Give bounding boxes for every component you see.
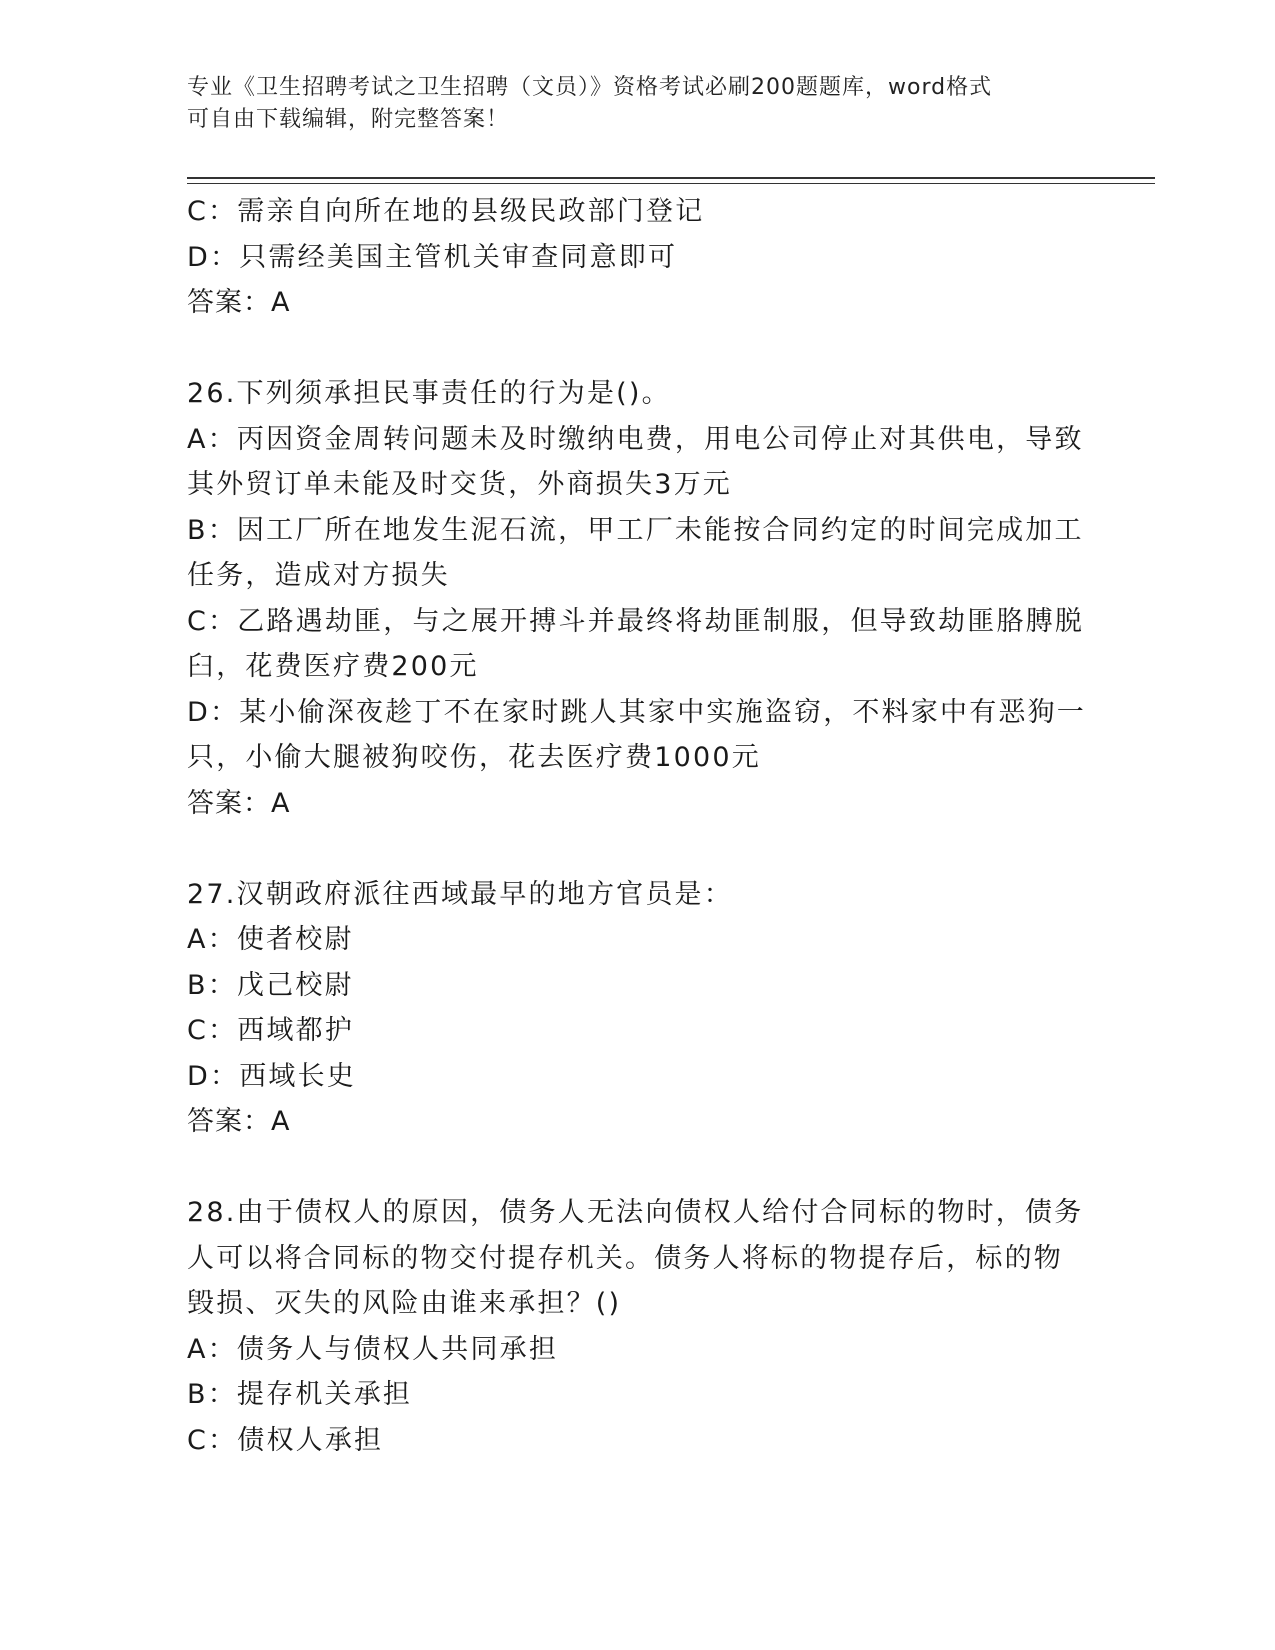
answer-label: 答案：A <box>187 1106 291 1137</box>
option-d-line-1: D：某小偷深夜趁丁不在家时跳人其家中实施盗窃，不料家中有恶狗一 <box>187 696 1086 728</box>
option-c: C：西域都护 <box>187 1015 355 1046</box>
option-b-line-1: B：因工厂所在地发生泥石流，甲工厂未能按合同约定的时间完成加工 <box>187 514 1084 546</box>
answer-label: 答案：A <box>187 787 291 819</box>
document-header <box>187 72 1087 136</box>
question-stem-line-2: 人可以将合同标的物交付提存机关。债务人将标的物提存后，标的物 <box>187 1242 1063 1274</box>
option-a-line-2: 其外贸订单未能及时交货，外商损失3万元 <box>187 469 732 500</box>
option-a: A：债务人与债权人共同承担 <box>187 1333 559 1365</box>
option-d: D：只需经美国主管机关审查同意即可 <box>187 241 678 273</box>
option-b: B：戊己校尉 <box>187 969 354 1001</box>
option-b: B：提存机关承担 <box>187 1379 413 1410</box>
option-b-line-2: 任务，造成对方损失 <box>187 560 450 591</box>
question-list <box>187 189 1087 1463</box>
question-stem-line-1: 28.由于债权人的原因，债务人无法向债权人给付合同标的物时，债务 <box>187 1197 1084 1228</box>
option-c: C：债权人承担 <box>187 1424 384 1456</box>
question-28 <box>187 1190 1087 1463</box>
option-c-line-1: C：乙路遇劫匪，与之展开搏斗并最终将劫匪制服，但导致劫匪胳膊脱 <box>187 605 1085 637</box>
option-a-line-1: A：丙因资金周转问题未及时缴纳电费，用电公司停止对其供电，导致 <box>187 423 1084 455</box>
question-25-tail <box>187 189 1087 326</box>
header-line-1: 专业《卫生招聘考试之卫生招聘（文员）》资格考试必刷200题题库，word格式 <box>187 75 993 100</box>
option-d-line-2: 只，小偷大腿被狗咬伤，花去医疗费1000元 <box>187 742 761 773</box>
option-c-line-2: 臼，花费医疗费200元 <box>187 651 479 682</box>
question-26 <box>187 371 1087 826</box>
option-a: A：使者校尉 <box>187 924 354 955</box>
spacer <box>187 326 1087 372</box>
spacer <box>187 826 1087 872</box>
question-stem: 27.汉朝政府派往西域最早的地方官员是： <box>187 878 733 910</box>
option-d: D：西域长史 <box>187 1060 356 1092</box>
spacer <box>187 1145 1087 1191</box>
header-line-2: 可自由下载编辑，附完整答案！ <box>187 107 510 132</box>
question-stem: 26.下列须承担民事责任的行为是()。 <box>187 378 671 409</box>
option-c: C：需亲自向所在地的县级民政部门登记 <box>187 196 705 227</box>
header-divider-thin <box>187 183 1155 184</box>
header-divider-thick <box>187 177 1155 179</box>
question-stem-line-3: 毁损、灭失的风险由谁来承担？() <box>187 1288 622 1319</box>
question-27 <box>187 872 1087 1145</box>
answer-label: 答案：A <box>187 287 291 318</box>
